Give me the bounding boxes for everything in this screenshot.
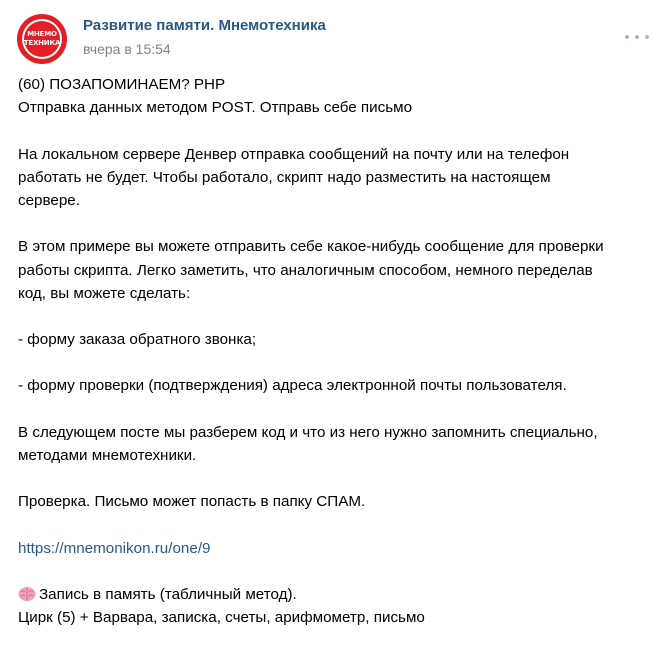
paragraph-gap xyxy=(18,398,664,421)
paragraph-gap xyxy=(18,467,664,490)
list-item: - форму заказа обратного звонка; xyxy=(18,331,257,349)
link-line xyxy=(18,537,664,560)
paragraph-line: код, вы можете сделать: xyxy=(18,284,191,302)
paragraph-gap xyxy=(18,514,664,537)
more-options-button[interactable] xyxy=(625,30,649,44)
paragraph-line: сервере. xyxy=(18,191,80,209)
paragraph-gap xyxy=(18,305,664,328)
paragraph-line: В этом примере вы можете отправить себе какое-нибудь сообщение для проверки xyxy=(18,238,604,256)
paragraph-line: Проверка. Письмо может попасть в папку СПАМ. xyxy=(18,493,366,511)
more-dots-icon xyxy=(635,35,639,39)
paragraph-line: работать не будет. Чтобы работало, скрипт надо разместить на настоящем xyxy=(18,168,551,186)
paragraph-gap xyxy=(18,351,664,374)
post-subtitle: Отправка данных методом POST. Отправь себе письмо xyxy=(18,99,413,117)
paragraph-line: Цирк (5) + Варвара, записка, счеты, арифмометр, письмо xyxy=(18,609,425,627)
memory-method-text: Запись в память (табличный метод). xyxy=(39,586,297,604)
paragraph-gap xyxy=(18,560,664,583)
group-avatar[interactable] xyxy=(17,14,67,64)
paragraph-line: В следующем посте мы разберем код и что из него нужно запомнить специально, xyxy=(18,423,598,441)
post-text xyxy=(18,73,664,630)
post-link[interactable]: https://mnemonikon.ru/one/9 xyxy=(18,539,211,557)
post-timestamp[interactable]: вчера в 15:54 xyxy=(83,41,171,57)
group-logo xyxy=(22,19,62,59)
paragraph-line: работы скрипта. Легко заметить, что аналогичным способом, немного переделав xyxy=(18,261,593,279)
group-name-link[interactable]: Развитие памяти. Мнемотехника xyxy=(83,17,326,34)
list-item: - форму проверки (подтверждения) адреса электронной почты пользователя. xyxy=(18,377,567,395)
paragraph-gap xyxy=(18,119,664,142)
logo-text-top: МНЕМО xyxy=(27,30,57,38)
logo-text-bottom: ТЕХНИКА xyxy=(23,39,61,47)
post-title: (60) ПОЗАПОМИНАЕМ? PHP xyxy=(18,76,226,93)
more-dots-icon xyxy=(645,35,649,39)
paragraph-line: На локальном сервере Денвер отправка сообщений на почту или на телефон xyxy=(18,145,570,163)
paragraph-line: методами мнемотехники. xyxy=(18,447,197,464)
memory-line xyxy=(18,583,664,606)
more-dots-icon xyxy=(625,35,629,39)
paragraph-gap xyxy=(18,212,664,235)
